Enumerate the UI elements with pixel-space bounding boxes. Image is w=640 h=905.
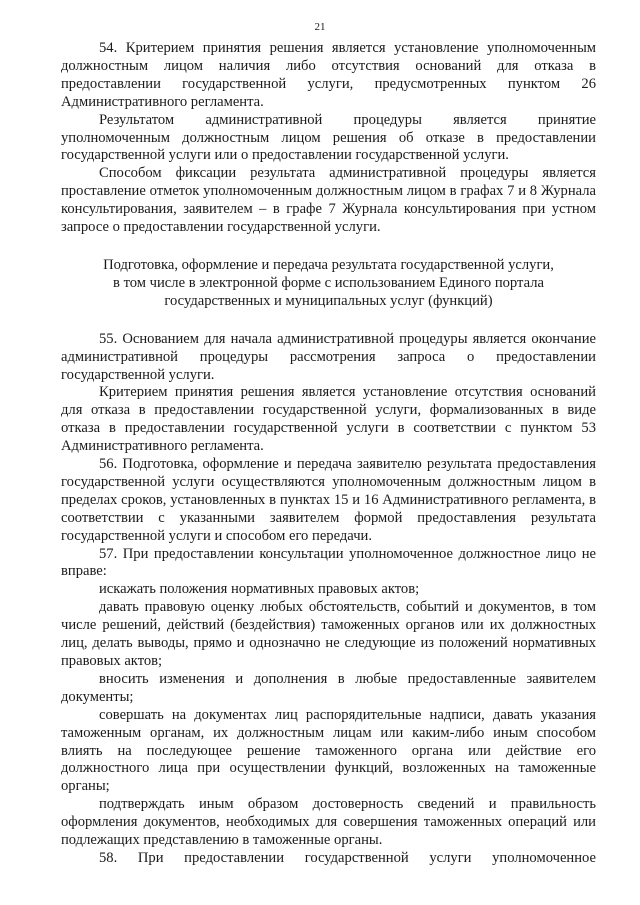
list-item-distort: искажать положения нормативных правовых актов; (99, 581, 420, 598)
page-number: 21 (314, 21, 326, 33)
list-item-directive-inscriptions: совершать на документах лиц распорядительные надписи, давать указания таможенным органам, их должностным лицам или каким-либо иным способом влиять на последующее решение таможенного органа или действие его должностного лица при осуществлении функций, возложенных на таможенные органы; (61, 706, 596, 795)
paragraph-result: Результатом административной процедуры является принятие уполномоченным должностным лицом решения об отказе в предоставлении государственной услуги или о предоставлении государственной услуги. (61, 111, 596, 164)
list-item-legal-assessment: давать правовую оценку любых обстоятельств, событий и документов, в том числе решений, действий (бездействия) таможенных органов или их должностных лиц, делать выводы, прямо и однозначно не следующие из положений нормативных правовых актов; (61, 599, 596, 669)
paragraph-criterion: Критерием принятия решения является установление отсутствия оснований для отказа в предоставлении государственной услуги, формализованных в виде отказа в предоставлении государственной услуги в соответствии с пунктом 53 Административного регламента. (61, 384, 596, 455)
section-heading-line: государственных и муниципальных услуг (функций) (164, 292, 493, 309)
paragraph-fixation: Способом фиксации результата административной процедуры является проставление отметок уполномоченным должностным лицом в графах 7 и 8 Журнала консультирования, заявителем – в графе 7 Журнала консультирования при устном запросе о предоставлении государственной услуги. (61, 165, 596, 236)
section-heading-line: в том числе в электронной форме с использованием Единого портала (113, 274, 544, 291)
paragraph-56: 56. Подготовка, оформление и передача заявителю результата предоставления государственной услуги осуществляются уполномоченным должностным лицом в пределах сроков, установленных в пунктах 15 и 16 Административного регламента, в соответствии с указанными заявителем формой предоставления результата государственной услуги и способом его передачи. (61, 456, 596, 544)
document-body (61, 40, 596, 868)
section-heading-line: Подготовка, оформление и передача результата государственной услуги, (103, 256, 554, 273)
paragraph-57: 57. При предоставлении консультации уполномоченное должностное лицо не вправе: (61, 545, 596, 580)
paragraph-54: 54. Критерием принятия решения является установление уполномоченным должностным лицом наличия либо отсутствия оснований для отказа в предоставлении государственной услуги, предусмотренных пунктом 26 Административного регламента. (61, 40, 596, 110)
section-heading (61, 257, 596, 311)
paragraph-58: 58. При предоставлении государственной услуги уполномоченное (99, 849, 596, 866)
list-item-amend-documents: вносить изменения и дополнения в любые предоставленные заявителем документы; (61, 670, 596, 705)
paragraph-55: 55. Основанием для начала административной процедуры является окончание административной процедуры рассмотрения запроса о предоставлении государственной услуги. (61, 330, 596, 383)
list-item-confirm-reliability: подтверждать иным образом достоверность сведений и правильность оформления документов, необходимых для совершения таможенных операций или подлежащих представлению в таможенные органы. (61, 796, 596, 849)
